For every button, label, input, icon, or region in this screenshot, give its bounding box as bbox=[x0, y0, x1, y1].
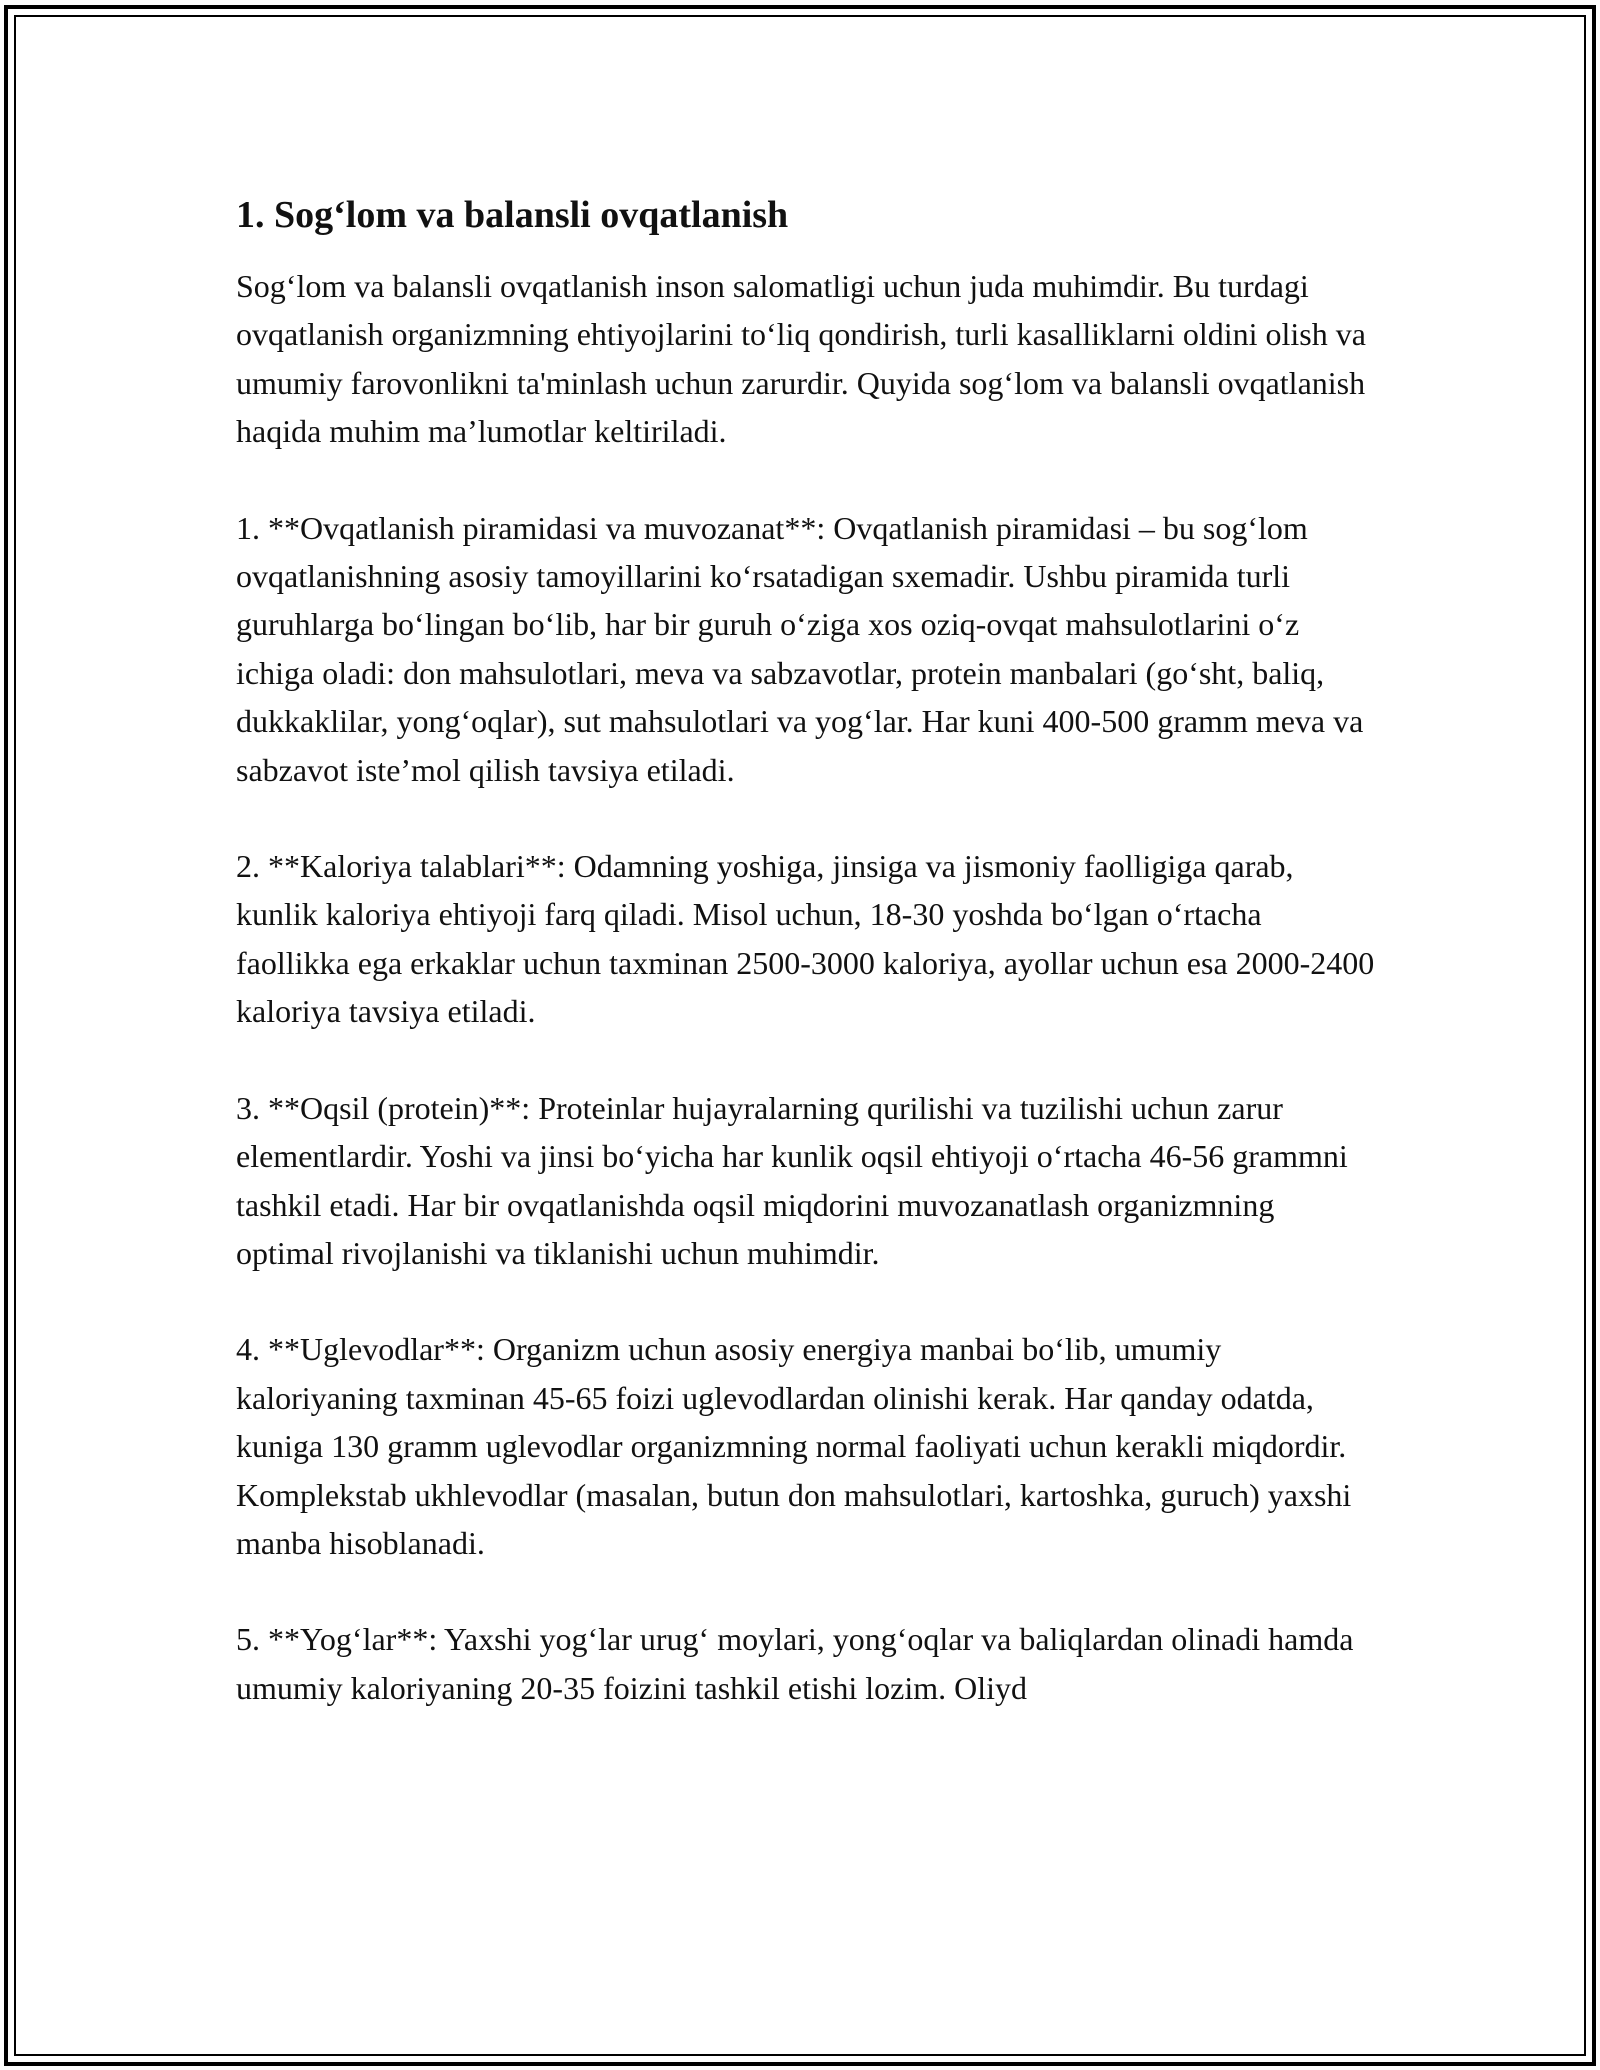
paragraph-fats: 5. **Yog‘lar**: Yaxshi yog‘lar urug‘ moylari, yong‘oqlar va baliqlardan olinadi hamda umumiy kaloriyaning 20-35 foizini tashkil etishi lozim. Oliyd bbox=[236, 1621, 1354, 1706]
paragraph-protein: 3. **Oqsil (protein)**: Proteinlar hujayralarning qurilishi va tuzilishi uchun zarur elementlardir. Yoshi va jinsi bo‘yicha har kunlik oqsil ehtiyoji o‘rtacha 46-56 grammni tashkil etadi. Har bir ovqatlanishda oqsil miqdorini muvozanatlash organizmning optimal rivojlanishi va tiklanishi uchun muhimdir. bbox=[236, 1089, 1348, 1271]
paragraph-food-pyramid: 1. **Ovqatlanish piramidasi va muvozanat**: Ovqatlanish piramidasi – bu sog‘lom ovqatlanishning asosiy tamoyillarini ko‘rsatadigan sxemadir. Ushbu piramida turli guruhlarga bo‘lingan bo‘lib, har bir guruh o‘ziga xos oziq-ovqat mahsulotlarini o‘z ichiga oladi: don mahsulotlari, meva va sabzavotlar, protein manbalari (go‘sht, baliq, dukkaklilar, yong‘oqlar), sut mahsulotlari va yog‘lar. Har kuni 400-500 gramm meva va sabzavot iste’mol qilish tavsiya etiladi. bbox=[236, 509, 1364, 788]
paragraph-carbohydrates: 4. **Uglevodlar**: Organizm uchun asosiy energiya manbai bo‘lib, umumiy kaloriyaning taxminan 45-65 foizi uglevodlardan olinishi kerak. Har qanday odatda, kuniga 130 gramm uglevodlar organizmning normal faoliyati uchun kerakli miqdordir. Komplekstab ukhlevodlar (masalan, butun don mahsulotlari, kartoshka, guruch) yaxshi manba hisoblanadi. bbox=[236, 1331, 1352, 1561]
paragraph-calories: 2. **Kaloriya talablari**: Odamning yoshiga, jinsiga va jismoniy faolligiga qarab, kunlik kaloriya ehtiyoji farq qiladi. Misol uchun, 18-30 yoshda bo‘lgan o‘rtacha faollikka ega erkaklar uchun taxminan 2500-3000 kaloriya, ayollar uchun esa 2000-2400 kaloriya tavsiya etiladi. bbox=[236, 848, 1375, 1030]
intro-paragraph: Sog‘lom va balansli ovqatlanish inson salomatligi uchun juda muhimdir. Bu turdagi ovqatlanish organizmning ehtiyojlarini to‘liq qondirish, turli kasalliklarni oldini olish va umumiy farovonlikni ta'minlash uchun zarurdir. Quyida sog‘lom va balansli ovqatlanish haqida muhim ma’lumotlar keltiriladi. bbox=[236, 268, 1366, 450]
document-body bbox=[236, 190, 1376, 1760]
section-heading: 1. Sog‘lom va balansli ovqatlanish bbox=[236, 194, 789, 236]
